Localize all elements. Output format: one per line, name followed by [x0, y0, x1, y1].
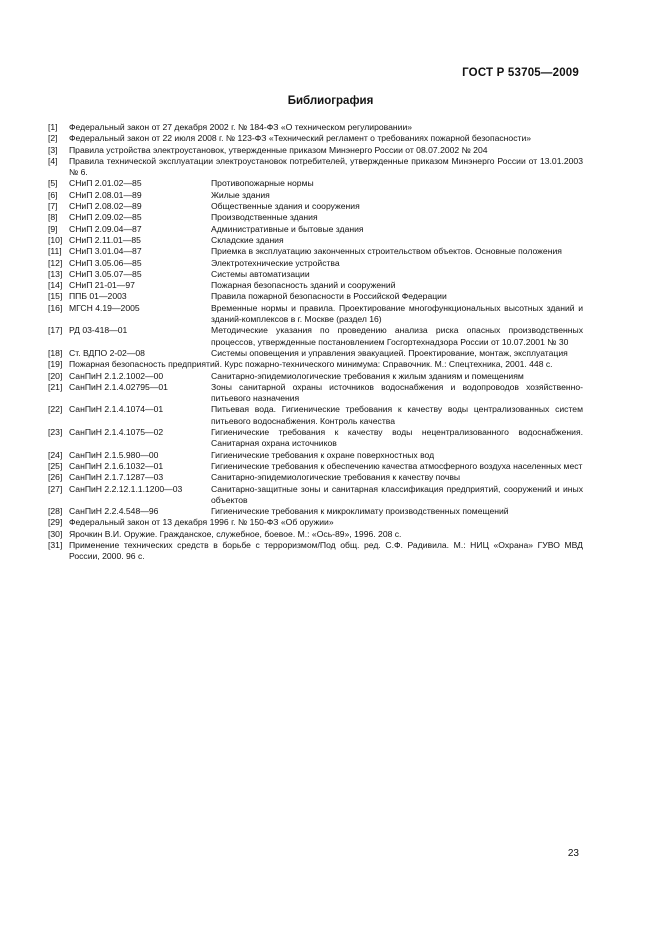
entry-code: ППБ 01—2003 [69, 291, 127, 302]
bibliography-entry [48, 506, 583, 517]
entry-code: СНиП 21-01—97 [69, 280, 135, 291]
entry-code: Ст. ВДПО 2-02—08 [69, 347, 145, 358]
entry-code: СНиП 2.09.02—85 [69, 212, 142, 223]
bibliography-entry [48, 359, 583, 370]
entry-number: [20] [48, 370, 63, 381]
entry-number: [18] [48, 347, 63, 358]
entry-description: Производственные здания [211, 212, 318, 223]
entry-description: Методические указания по проведению анализа риска опасных производственных процессов, утвержденные постановлением Госгортехнадзора России от 10.07.2001 № 30 [211, 325, 583, 347]
bibliography-entry [48, 156, 583, 179]
entry-number: [22] [48, 404, 63, 415]
entry-description: Гигиенические требования к микроклимату производственных помещений [211, 506, 509, 517]
entry-text: Федеральный закон от 27 декабря 2002 г. № 184-ФЗ «О техническом регулировании» [69, 122, 413, 132]
entry-code: СанПиН 2.2.4.548—96 [69, 506, 159, 517]
bibliography-entry [48, 224, 583, 235]
bibliography-entry [48, 540, 583, 563]
entry-code: РД 03-418—01 [69, 325, 128, 336]
entry-number: [21] [48, 381, 63, 392]
entry-code: СНиП 3.05.06—85 [69, 257, 142, 268]
entry-number: [24] [48, 449, 63, 460]
entry-description: Гигиенические требования к обеспечению качества атмосферного воздуха населенных мест [211, 460, 583, 471]
entry-number: [15] [48, 291, 63, 302]
entry-number: [9] [48, 223, 58, 234]
entry-code: СанПиН 2.1.6.1032—01 [69, 460, 164, 471]
bibliography-entry [48, 201, 583, 212]
entry-text: Пожарная безопасность предприятий. Курс пожарно-технического минимума: Справочник. М.: Спецтехника, 2001. 448 с. [69, 359, 553, 370]
entry-description: Жилые здания [211, 189, 270, 200]
entry-code: СНиП 2.09.04—87 [69, 223, 142, 234]
bibliography-entry [48, 404, 583, 427]
entry-description: Зоны санитарной охраны источников водоснабжения и водопроводов хозяйственно-питьевого назначения [211, 381, 583, 404]
bibliography-entry [48, 303, 583, 326]
entry-number: [2] [48, 133, 58, 144]
entry-description: Складские здания [211, 234, 284, 245]
entry-text: Правила устройства электроустановок, утвержденные приказом Минэнерго России от 08.07.2002 № 204 [69, 144, 488, 155]
entry-number: [23] [48, 427, 63, 438]
entry-number: [29] [48, 517, 63, 528]
bibliography-entry [48, 178, 583, 189]
entry-code: СанПиН 2.1.5.980—00 [69, 449, 159, 460]
entry-code: СанПиН 2.1.4.02795—01 [69, 381, 168, 392]
entry-number: [16] [48, 302, 63, 313]
entry-description: Противопожарные нормы [211, 178, 314, 189]
entry-description: Санитарно-эпидемиологические требования к жилым зданиям и помещениям [211, 370, 524, 381]
standard-code-header: ГОСТ Р 53705—2009 [462, 67, 579, 79]
entry-number: [30] [48, 528, 63, 539]
entry-description: Санитарно-защитные зоны и санитарная классификация предприятий, сооружений и иных объектов [211, 483, 583, 505]
bibliography-entry [48, 280, 583, 291]
entry-description: Общественные здания и сооружения [211, 201, 360, 212]
entry-number: [6] [48, 189, 58, 200]
entry-description: Питьевая вода. Гигиенические требования к качеству воды централизованных систем питьевого водоснабжения. Контроль качества [211, 404, 583, 426]
bibliography-entry [48, 269, 583, 280]
entry-text: Федеральный закон от 13 декабря 1996 г. № 150-ФЗ «Об оружии» [69, 517, 334, 528]
entry-description: Электротехнические устройства [211, 257, 340, 268]
bibliography-entry [48, 133, 583, 144]
bibliography-entry [48, 450, 583, 461]
bibliography-entry [48, 325, 583, 348]
entry-code: СНиП 2.08.01—89 [69, 189, 142, 200]
entry-number: [13] [48, 268, 63, 279]
bibliography-entry [48, 461, 583, 472]
entry-number: [27] [48, 483, 63, 494]
bibliography-entry [48, 484, 583, 507]
entry-number: [10] [48, 234, 63, 245]
bibliography-entry [48, 371, 583, 382]
bibliography-list [48, 122, 583, 563]
entry-description: Системы автоматизации [211, 268, 310, 279]
bibliography-entry [48, 258, 583, 269]
bibliography-entry [48, 246, 583, 257]
bibliography-entry [48, 348, 583, 359]
entry-code: СНиП 2.11.01—85 [69, 234, 141, 245]
entry-description: Временные нормы и правила. Проектирование многофункциональных высотных зданий и зданий-комплексов в г. Москве (раздел 16) [211, 302, 583, 325]
entry-description: Санитарно-эпидемиологические требования к качеству почвы [211, 472, 461, 483]
entry-number: [26] [48, 472, 63, 483]
entry-number: [25] [48, 460, 63, 471]
bibliography-entry [48, 190, 583, 201]
entry-code: МГСН 4.19—2005 [69, 302, 140, 313]
entry-number: [3] [48, 144, 58, 155]
bibliography-entry [48, 517, 583, 528]
entry-number: [1] [48, 122, 58, 132]
entry-number: [7] [48, 201, 58, 212]
entry-text: Ярочкин В.И. Оружие. Гражданское, служебное, боевое. М.: «Ось-89», 1996. 208 с. [69, 528, 402, 539]
bibliography-entry [48, 145, 583, 156]
entry-description: Административные и бытовые здания [211, 223, 364, 234]
entry-number: [12] [48, 257, 63, 268]
entry-description: Пожарная безопасность зданий и сооружений [211, 280, 396, 291]
entry-text: Правила технической эксплуатации электроустановок потребителей, утвержденные приказом Минэнерго России от 13.01.2003 № 6. [69, 155, 583, 178]
entry-number: [17] [48, 325, 63, 336]
entry-number: [8] [48, 212, 58, 223]
entry-description: Гигиенические требования к качеству воды нецентрализованного водоснабжения. Санитарная охрана источников [211, 427, 583, 449]
entry-number: [31] [48, 539, 63, 550]
entry-description: Приемка в эксплуатацию законченных строительством объектов. Основные положения [211, 246, 562, 257]
bibliography-entry [48, 235, 583, 246]
entry-code: СанПиН 2.2.12.1.1.1200—03 [69, 483, 183, 494]
entry-description: Гигиенические требования к охране поверхностных вод [211, 449, 435, 460]
bibliography-entry [48, 382, 583, 405]
entry-code: СНиП 2.01.02—85 [69, 178, 142, 189]
entry-code: СанПиН 2.1.4.1074—01 [69, 404, 164, 415]
bibliography-entry [48, 291, 583, 302]
entry-code: СанПиН 2.1.4.1075—02 [69, 427, 164, 438]
entry-description: Системы оповещения и управления эвакуацией. Проектирование, монтаж, эксплуатация [211, 347, 568, 358]
entry-text: Применение технических средств в борьбе с терроризмом/Под общ. ред. С.Ф. Радивила. М.: НИЦ «Охрана» ГУВО МВД России, 2000. 96 с. [69, 539, 583, 562]
page-title: Библиография [287, 95, 374, 107]
bibliography-entry [48, 212, 583, 223]
entry-number: [14] [48, 280, 63, 291]
page-number: 23 [567, 848, 579, 859]
bibliography-entry [48, 472, 583, 483]
entry-number: [5] [48, 178, 58, 189]
entry-code: СНиП 3.01.04—87 [69, 246, 142, 257]
entry-code: СанПиН 2.1.2.1002—00 [69, 370, 164, 381]
entry-number: [4] [48, 155, 58, 166]
entry-number: [28] [48, 506, 63, 517]
bibliography-entry [48, 122, 583, 133]
entry-code: СНиП 3.05.07—85 [69, 268, 142, 279]
entry-number: [19] [48, 359, 63, 370]
entry-description: Правила пожарной безопасности в Российской Федерации [211, 291, 447, 302]
entry-number: [11] [48, 246, 62, 257]
bibliography-entry [48, 427, 583, 450]
entry-code: СанПиН 2.1.7.1287—03 [69, 472, 164, 483]
bibliography-entry [48, 529, 583, 540]
entry-text: Федеральный закон от 22 июля 2008 г. № 123-ФЗ «Технический регламент о требованиях пожарной безопасности» [69, 133, 532, 144]
entry-code: СНиП 2.08.02—89 [69, 201, 142, 212]
